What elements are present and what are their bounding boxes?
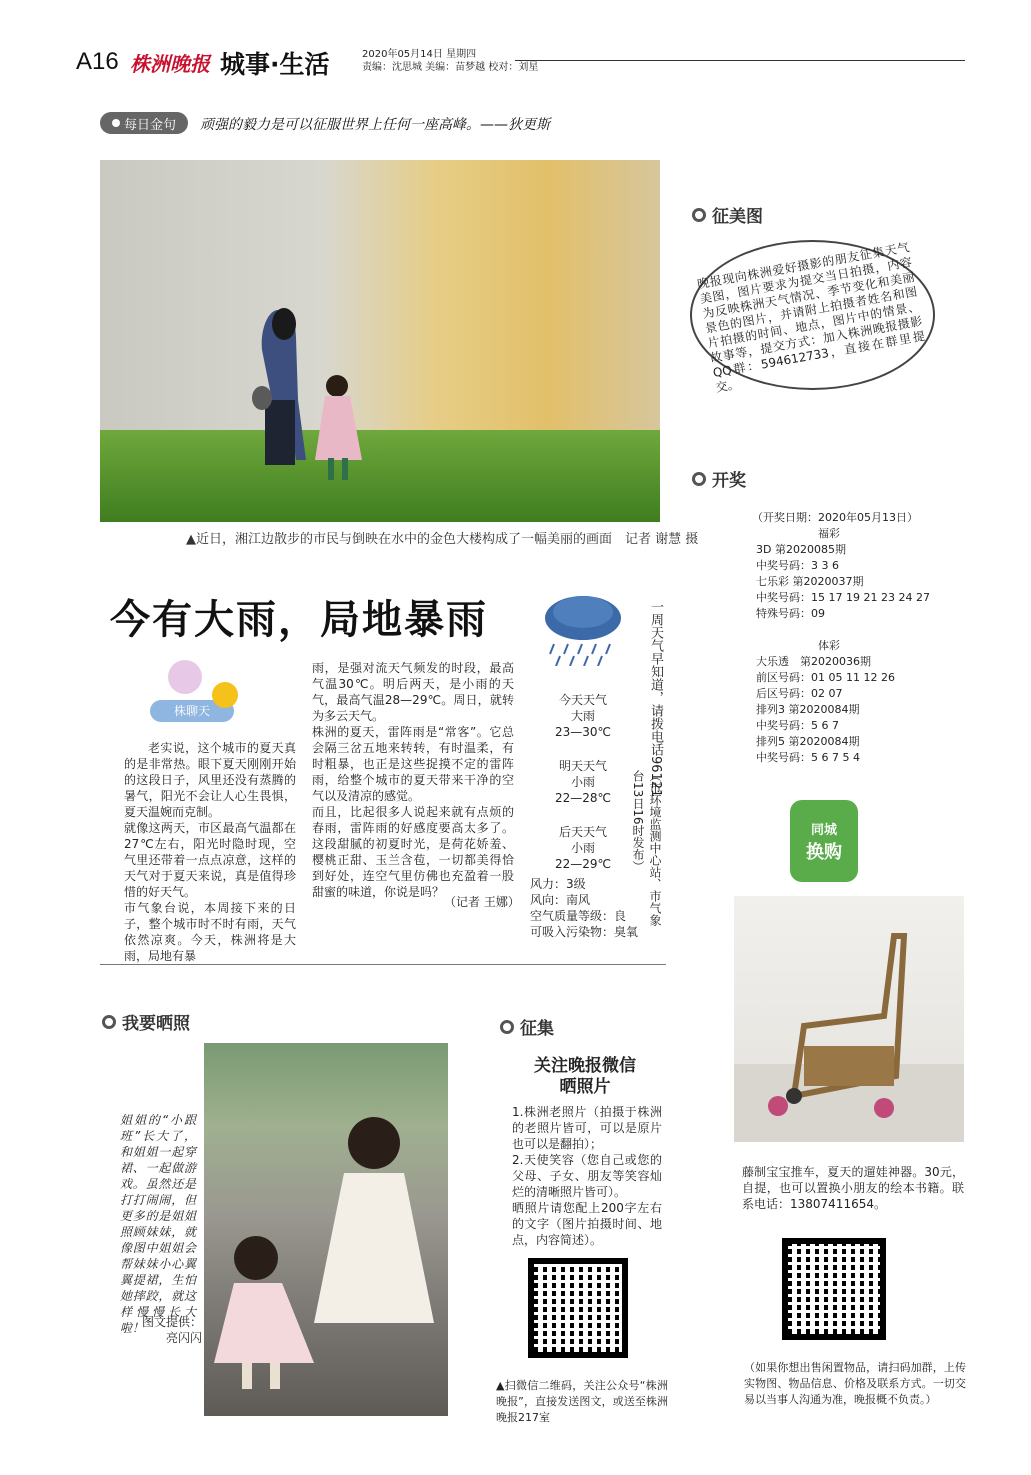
qr-code-icon[interactable]	[528, 1258, 628, 1358]
logo-label: 株聊天	[150, 700, 234, 722]
weather-forecast	[528, 692, 638, 882]
ticai-line: 中奖号码：5 6 7	[756, 719, 839, 732]
lottery-label	[692, 466, 802, 491]
header-rule	[515, 60, 965, 61]
shaizhao-label	[102, 1009, 212, 1034]
day-temp: 22—29℃	[554, 857, 611, 871]
article-headline: 今有大雨，局地暴雨	[110, 596, 488, 643]
weather-source: （市环境监测中心站、市气象台13日16时发布）	[631, 770, 662, 926]
fucai-line: 七乐彩 第2020037期	[756, 575, 864, 588]
fucai-line: 中奖号码：3 3 6	[756, 559, 839, 572]
photo-caption: ▲近日，湘江边散步的市民与倒映在水中的金色大楼构成了一幅美丽的画面 记者 谢慧 摄	[186, 532, 699, 547]
ticai-line: 中奖号码：5 6 7 5 4	[756, 751, 860, 764]
zhengji-items: 1.株洲老照片（拍摄于株洲的老照片皆可，可以是原片也可以是翻拍）； 2.天使笑容（您自己或您的父母、子女、朋友等笑容灿烂的清晰照片皆可）。 晒照片请您配上200字左右的文字（图片拍摄时间、地点，内容简述）。	[512, 1105, 662, 1247]
zhengmeitu-text: 晚报现向株洲爱好摄影的朋友征集天气美图，图片要求为提交当日拍摄，内容为反映株洲天气情况、季节变化和美丽景色的图片，并请附上拍摄者姓名和图片拍摄的时间、地点，图片中的情景、故事等，提交方式：加入株洲晚报摄影QQ群：594612733，直接在群里提交。	[696, 240, 927, 395]
spacer	[740, 622, 970, 638]
section-title: 城事·生活	[220, 50, 330, 79]
day-condition: 小雨	[570, 841, 595, 855]
ticai-line: 大乐透 第2020036期	[756, 655, 871, 668]
day-label: 今天天气	[558, 693, 607, 707]
zhengji-label-text: 征集	[520, 1019, 554, 1039]
ticai-line: 排列3 第2020084期	[756, 703, 860, 716]
exchange-badge-bottom: 换购	[806, 841, 842, 863]
exchange-badge	[790, 800, 858, 882]
credits-line: 责编：沈思城 美编：苗梦越 校对：刘星	[362, 62, 539, 73]
shaizhao-text: 姐姐的“小跟班”长大了，和姐姐一起穿裙、一起做游戏。虽然还是打打闹闹，但更多的是姐姐照顾妹妹，就像图中姐姐会帮妹妹小心翼翼提裙，生怕她摔跤，就这样慢慢长大啦！	[120, 1113, 196, 1335]
riverside-photo	[100, 160, 660, 522]
day-temp: 23—30℃	[554, 725, 611, 739]
quote-badge	[100, 112, 188, 134]
article-byline: （记者 王娜）	[444, 895, 520, 909]
weather-extra	[530, 876, 640, 940]
zhengmeitu-label	[692, 202, 802, 227]
exchange-note: （如果你想出售闲置物品，请扫码加群，上传实物图、物品信息、价格及联系方式。一切交易以当事人沟通为准，晚报概不负责。）	[744, 1361, 966, 1406]
newspaper-logo: 株洲晚报	[130, 52, 210, 76]
avatar	[168, 660, 202, 694]
fucai-line: 3D 第2020085期	[756, 543, 846, 556]
day-condition: 小雨	[570, 775, 595, 789]
wind-direction: 风向：南风	[530, 893, 591, 907]
stroller-photo	[734, 896, 964, 1142]
day-condition: 大雨	[570, 709, 595, 723]
lottery-results	[740, 510, 970, 766]
ticai-line: 前区号码：01 05 11 12 26	[756, 671, 895, 684]
sun-icon	[212, 682, 238, 708]
weather-hotline: 一周天气早知道，请拨电话96121	[648, 600, 663, 798]
ticai-title: 体彩	[818, 639, 840, 652]
zhengji-title: 关注晚报微信 晒照片	[534, 1056, 636, 1097]
exchange-badge-top: 同城	[810, 822, 837, 838]
bullet-icon	[102, 1015, 116, 1029]
zhengji-qr-caption: ▲扫微信二维码，关注公众号“株洲晚报”，直接发送图文，或送至株洲晚报217室	[496, 1379, 668, 1424]
weather-day	[528, 824, 638, 872]
bullet-icon	[500, 1020, 514, 1034]
fucai-line: 中奖号码：15 17 19 21 23 24 27	[756, 591, 930, 604]
date-line: 2020年05月14日 星期四	[362, 49, 477, 60]
zhengmeitu-label-text: 征美图	[712, 207, 763, 227]
rain-cloud-icon	[540, 592, 626, 666]
air-quality: 空气质量等级：良	[530, 909, 627, 923]
daily-quote: 顽强的毅力是可以征服世界上任何一座高峰。——狄更斯	[200, 117, 550, 133]
shaizhao-credit: 图文提供： 亮闪闪	[141, 1315, 202, 1345]
fucai-title: 福彩	[818, 527, 840, 540]
quote-badge-label: 每日金句	[123, 117, 176, 133]
pollutant: 可吸入污染物：臭氧	[530, 925, 639, 939]
section-divider	[100, 964, 666, 965]
fucai-line: 特殊号码：09	[756, 607, 825, 620]
ticai-line: 后区号码：02 07	[756, 687, 843, 700]
bullet-icon	[692, 208, 706, 222]
ticai-line: 排列5 第2020084期	[756, 735, 860, 748]
day-label: 明天天气	[558, 759, 607, 773]
zhengji-label	[500, 1014, 610, 1039]
lottery-label-text: 开奖	[712, 471, 746, 491]
shaizhao-label-text: 我要晒照	[122, 1014, 190, 1034]
mother-child-figures	[100, 160, 660, 522]
sisters-figures	[204, 1043, 448, 1416]
bullet-icon	[692, 472, 706, 486]
sisters-photo	[204, 1043, 448, 1416]
day-temp: 22—28℃	[554, 791, 611, 805]
qr-code-icon[interactable]	[782, 1238, 886, 1340]
page-number: A16	[76, 48, 119, 75]
wind-force: 风力：3级	[530, 877, 586, 891]
lottery-date: （开奖日期：2020年05月13日）	[752, 511, 918, 524]
exchange-description: 藤制宝宝推车，夏天的遛娃神器。30元，自提，也可以置换小朋友的绘本书籍。联系电话：13807411654。	[742, 1165, 964, 1211]
stroller-illustration	[734, 896, 964, 1142]
article-column-2: 雨，是强对流天气频发的时段，最高气温30℃。明后两天，是小雨的天气，最高气温28—29℃。周日，就转为多云天气。 株洲的夏天，雷阵雨是“常客”。它总会隔三岔五地来转转，有时温柔，有时粗暴，也正是这些捉摸不定的雷阵雨，给整个城市的夏天带来干净的空气以及清凉的感觉。 而且，比起很多人说起来就有点烦的春雨，雷阵雨的好感度要高太多了。这段甜腻的初夏时光，是荷花娇羞、樱桃正甜、玉兰含苞，一切都美得恰到好处，连空气里仿佛也充盈着一股甜蜜的味道，你说是吗？	[312, 661, 514, 899]
chat-logo	[150, 660, 240, 726]
day-label: 后天天气	[558, 825, 607, 839]
header-meta	[362, 48, 538, 74]
weather-day	[528, 692, 638, 740]
weather-day	[528, 758, 638, 806]
bullet-icon	[112, 119, 120, 127]
article-column-1: 老实说，这个城市的夏天真的是非常热。眼下夏天刚刚开始的这段日子，风里还没有蒸腾的暑气，阳光不会让人心生畏惧，夏天温婉而克制。 就像这两天，市区最高气温都在27℃左右，阳光时隐时现，空气里还带着一点点凉意，这样的天气对于夏天来说，真是值得珍惜的好天气。 市气象台说，本周接下来的日子，整个城市时不时有雨，天气依然凉爽。今天，株洲将是大雨，局地有暴	[124, 741, 296, 963]
